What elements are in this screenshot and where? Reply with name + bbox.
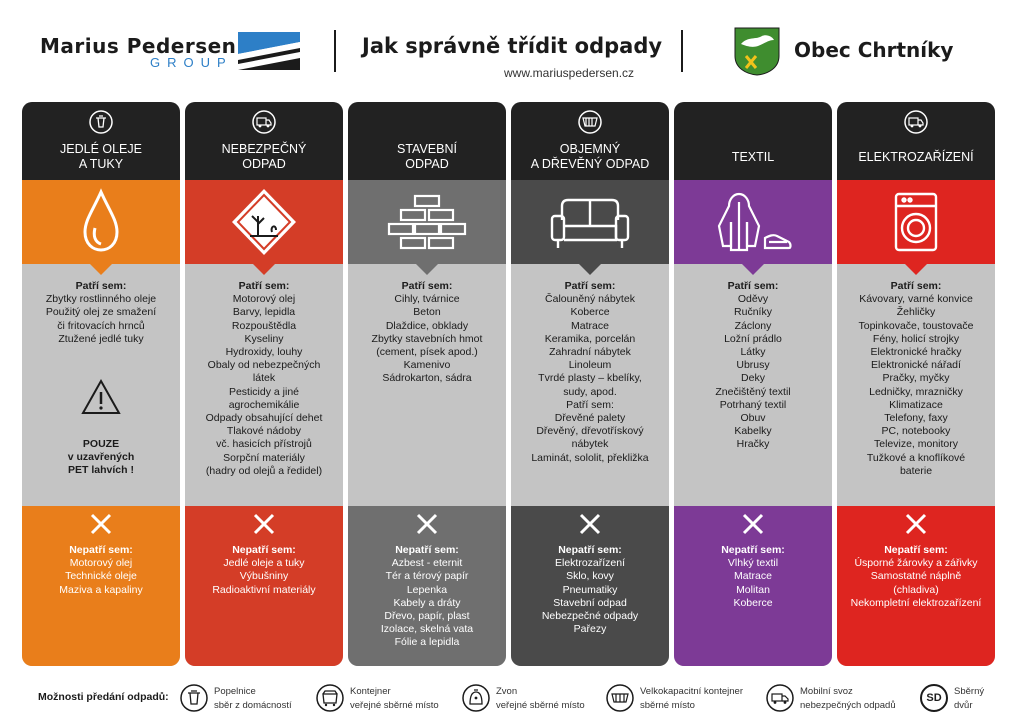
rejected-list: Nepatří sem: Azbest - eternit Tér a térový papír Lepenka Kabely a dráty Dřevo, papír, plast Izolace, skelná vata Fólie a lepidla (380, 544, 474, 649)
warning-text: POUZE v uzavřených PET lahvích ! (67, 438, 135, 477)
rejected-box (837, 506, 995, 666)
band-pointer (416, 264, 438, 275)
category-title: ELEKTROZAŘÍZENÍ (858, 149, 974, 164)
bin-icon (180, 684, 208, 712)
page-header (0, 0, 1024, 96)
bell-bin-icon (462, 684, 490, 712)
accepted-list: Patří sem: Zbytky rostlinného oleje Použitý olej ze smažení či fritovacích hrnců Ztužené jedlé tuky (45, 280, 157, 345)
rejected-list: Nepatří sem: Elektrozařízení Sklo, kovy Pneumatiky Stavební odpad Nebezpečné odpady Pařezy (541, 544, 639, 636)
band-pointer (579, 264, 601, 275)
category-title: OBJEMNÝ A DŘEVĚNÝ ODPAD (530, 142, 650, 171)
category-hazardous (185, 102, 343, 666)
jacket-shoe-icon (703, 186, 803, 258)
category-band (348, 180, 506, 264)
washing-machine-icon (866, 186, 966, 258)
close-icon (252, 512, 276, 536)
accepted-list: Patří sem: Cihly, tvárnice Beton Dlaždice, obklady Zbytky stavebních hmot (cement, písek apod.) Kamenivo Sádrokarton, sádra (371, 280, 483, 385)
sofa-icon (540, 186, 640, 258)
company-name: Marius Pedersen (40, 34, 237, 58)
category-header (511, 102, 669, 180)
rejected-box (511, 506, 669, 666)
rejected-list: Nepatří sem: Motorový olej Technické oleje Maziva a kapaliny (59, 544, 143, 596)
hazard-diamond-icon (214, 186, 314, 258)
category-header (674, 102, 832, 180)
close-icon (904, 512, 928, 536)
rejected-list: Nepatří sem: Vlhký textil Matrace Molitan Koberce (721, 544, 785, 609)
website-link[interactable]: www.mariuspedersen.cz (504, 66, 635, 80)
company-group: GROUP (150, 55, 233, 70)
category-title: JEDLÉ OLEJE A TUKY (60, 142, 142, 171)
close-icon (741, 512, 765, 536)
rejected-box (348, 506, 506, 666)
category-band (22, 180, 180, 264)
category-band (185, 180, 343, 264)
accepted-list: Patří sem: Čalouněný nábytek Koberce Matrace Keramika, porcelán Zahradní nábytek Linoleum Tvrdé plasty – kbelíky, sudy, apod. Patří sem: Dřevěné palety Dřevěný, dřevotřískový nábytek Laminát, sololit, překližka (531, 280, 649, 464)
category-header (837, 102, 995, 180)
mobile-truck-icon (904, 110, 928, 134)
category-header (22, 102, 180, 180)
bricks-icon (377, 186, 477, 258)
accepted-list: Patří sem: Kávovary, varné konvice Žehličky Topinkovače, toustovače Fény, holicí strojky Elektronické hračky Elektronické nářadí Pračky, myčky Ledničky, mrazničky Klimatizace Telefony, faxy PC, notebooky Televize, monitory Tužkové a knoflíkové baterie (858, 280, 974, 477)
container-icon (606, 684, 634, 712)
company-logo-icon (238, 32, 300, 70)
category-band (837, 180, 995, 264)
rejected-box (185, 506, 343, 666)
rejected-list: Nepatří sem: Jedlé oleje a tuky Výbušniny Radioaktivní materiály (212, 544, 316, 596)
sd-icon: SD (920, 684, 948, 712)
oil-drop-icon (51, 186, 151, 258)
category-electro (837, 102, 995, 666)
municipality-crest-icon (732, 26, 782, 76)
bin-icon (89, 110, 113, 134)
category-title: NEBEZPEČNÝ ODPAD (221, 142, 307, 171)
category-title: STAVEBNÍ ODPAD (397, 142, 457, 171)
category-bulky (511, 102, 669, 666)
disposal-options: Možnosti předání odpadů: Popelnice sběr z domácností Kontejner veřejné sběrné místo Zvon veřejné sběrné místo Velkokapacitní kontejner sběrné místo Mobilní svoz nebezpečných odpadů SD Sběrný dvůr (38, 686, 985, 711)
category-textile (674, 102, 832, 666)
disposal-options-label: Možnosti předání odpadů: (38, 691, 169, 703)
category-title: TEXTIL (731, 149, 775, 164)
rejected-box (674, 506, 832, 666)
category-header (348, 102, 506, 180)
header-divider (681, 30, 683, 72)
mobile-truck-icon (252, 110, 276, 134)
category-band (511, 180, 669, 264)
category-oils (22, 102, 180, 666)
container-bin-icon (316, 684, 344, 712)
mobile-truck-icon (766, 684, 794, 712)
header-divider (334, 30, 336, 72)
category-construction (348, 102, 506, 666)
warning-icon (80, 378, 122, 416)
category-band (674, 180, 832, 264)
band-pointer (253, 264, 275, 275)
page-title: Jak správně třídit odpady (362, 34, 663, 58)
rejected-box (22, 506, 180, 666)
close-icon (578, 512, 602, 536)
close-icon (89, 512, 113, 536)
close-icon (415, 512, 439, 536)
accepted-list: Patří sem: Oděvy Ručníky Záclony Ložní prádlo Látky Ubrusy Deky Znečištěný textil Potrhaný textil Obuv Kabelky Hračky (715, 280, 791, 451)
band-pointer (905, 264, 927, 275)
category-header (185, 102, 343, 180)
band-pointer (742, 264, 764, 275)
municipality-name: Obec Chrtníky (794, 38, 954, 62)
band-pointer (90, 264, 112, 275)
accepted-list: Patří sem: Motorový olej Barvy, lepidla Rozpouštědla Kyseliny Hydroxidy, louhy Obaly od nebezpečných látek Pesticidy a jiné agrochemikálie Odpady obsahující dehet Tlakové nádoby vč. hasicích přístrojů Sorpční materiály (hadry od olejů a ředidel) (205, 280, 323, 477)
container-icon (578, 110, 602, 134)
rejected-list: Nepatří sem: Úsporné žárovky a zářivky Samostatné náplně (chladiva) Nekompletní elektrozařízení (850, 544, 982, 609)
